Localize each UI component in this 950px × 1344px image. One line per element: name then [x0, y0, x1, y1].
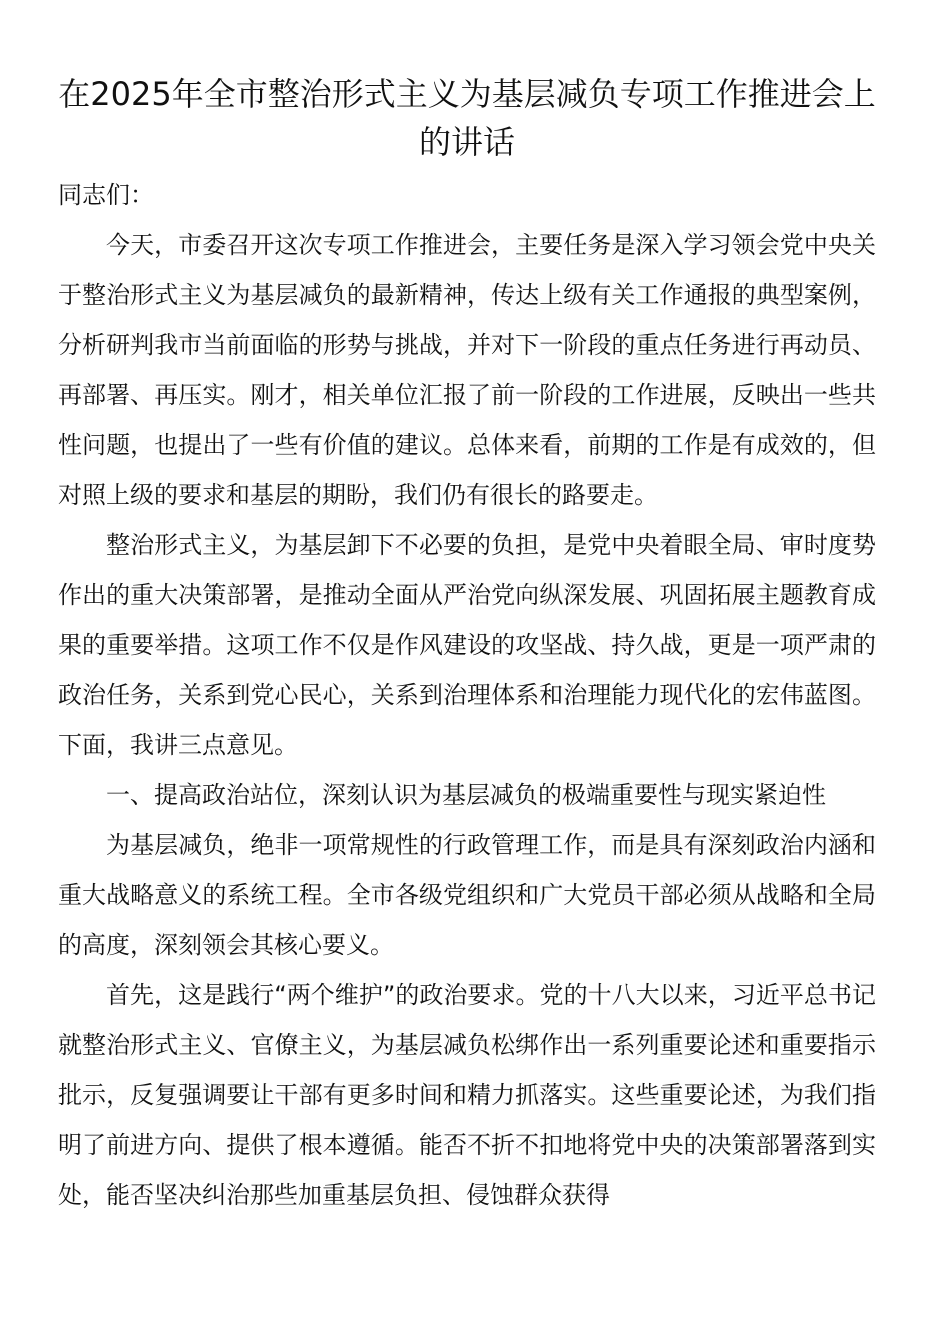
document-page — [58, 70, 876, 1220]
paragraph-section-intro: 为基层减负，绝非一项常规性的行政管理工作，而是具有深刻政治内涵和重大战略意义的系统工程。全市各级党组织和广大党员干部必须从战略和全局的高度，深刻领会其核心要义。 — [58, 831, 876, 959]
section-heading: 一、提高政治站位，深刻认识为基层减负的极端重要性与现实紧迫性 — [106, 781, 826, 809]
paragraph-intro: 今天，市委召开这次专项工作推进会，主要任务是深入学习领会党中央关于整治形式主义为基层减负的最新精神，传达上级有关工作通报的典型案例，分析研判我市当前面临的形势与挑战，并对下一阶段的重点任务进行再动员、再部署、再压实。刚才，相关单位汇报了前一阶段的工作进展，反映出一些共性问题，也提出了一些有价值的建议。总体来看，前期的工作是有成效的，但对照上级的要求和基层的期盼，我们仍有很长的路要走。 — [58, 231, 876, 509]
salutation: 同志们： — [58, 181, 154, 209]
paragraph-first-point: 首先，这是践行“两个维护”的政治要求。党的十八大以来，习近平总书记就整治形式主义、官僚主义，为基层减负松绑作出一系列重要论述和重要指示批示，反复强调要让干部有更多时间和精力抓落实。这些重要论述，为我们指明了前进方向、提供了根本遵循。能否不折不扣地将党中央的决策部署落到实处，能否坚决纠治那些加重基层负担、侵蚀群众获得 — [58, 981, 876, 1209]
document-title: 在2025年全市整治形式主义为基层减负专项工作推进会上的讲话 — [58, 75, 876, 161]
paragraph-significance: 整治形式主义，为基层卸下不必要的负担，是党中央着眼全局、审时度势作出的重大决策部署，是推动全面从严治党向纵深发展、巩固拓展主题教育成果的重要举措。这项工作不仅是作风建设的攻坚战、持久战，更是一项严肃的政治任务，关系到党心民心，关系到治理体系和治理能力现代化的宏伟蓝图。下面，我讲三点意见。 — [58, 531, 876, 759]
